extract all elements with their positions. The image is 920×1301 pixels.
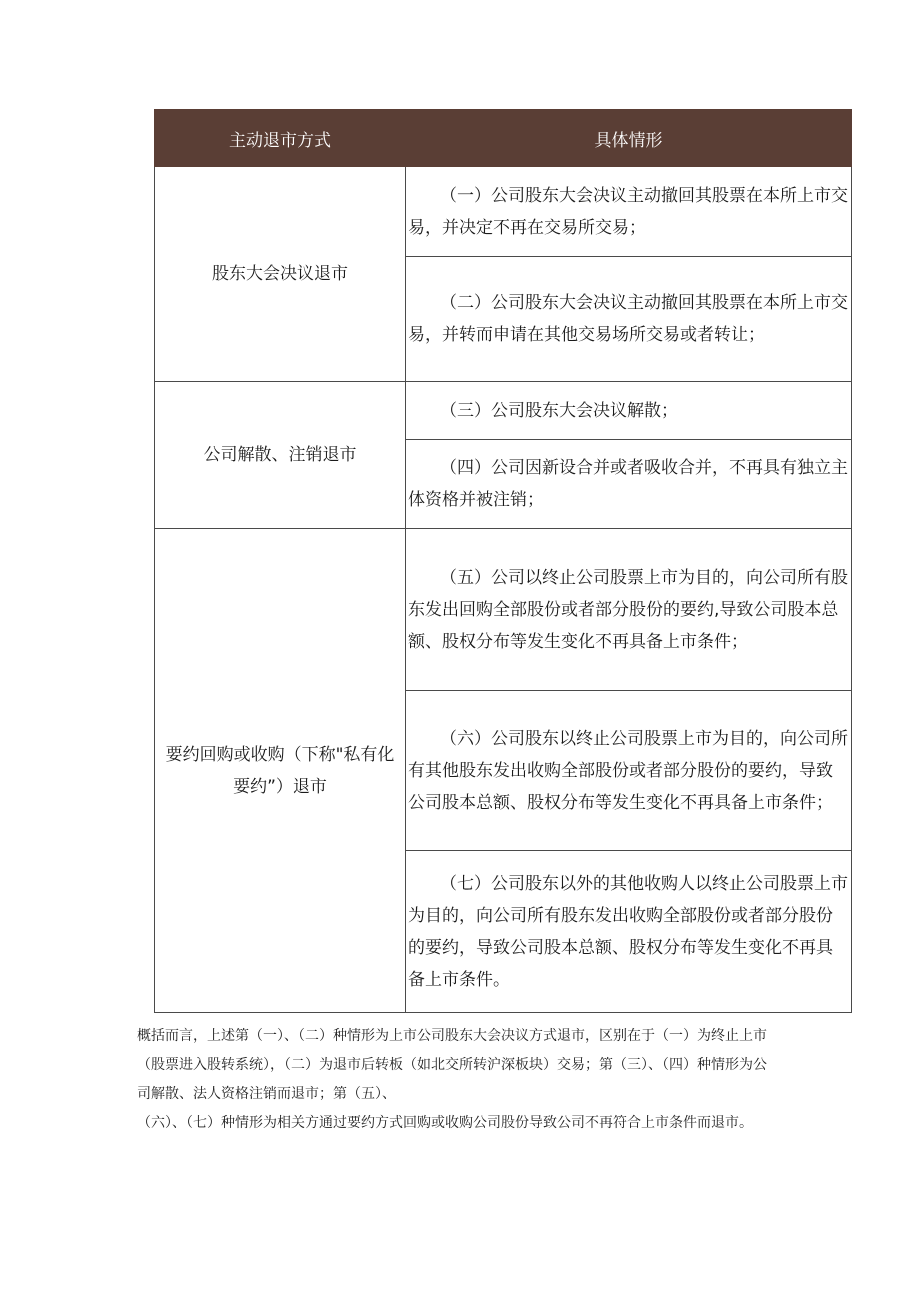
summary-line-1: 概括而言，上述第（一）、（二）种情形为上市公司股东大会决议方式退市，区别在于（一）为终止上市 <box>137 1028 767 1044</box>
header-detail: 具体情形 <box>406 110 852 167</box>
detail-cell-5 <box>406 529 852 691</box>
table-row <box>155 382 852 440</box>
summary-line-4: （六）、（七）种情形为相关方通过要约方式回购或收购公司股份导致公司不再符合上市条件而退市。 <box>137 1115 753 1131</box>
method-cell-tender-offer: 要约回购或收购（下称"私有化要约”）退市 <box>155 529 406 1013</box>
detail-cell-2 <box>406 257 852 382</box>
detail-cell-3 <box>406 382 852 440</box>
table-header-row <box>155 110 852 167</box>
detail-text-6: （六）公司股东以终止公司股票上市为目的，向公司所有其他股东发出收购全部股份或者部分股份的要约，导致公司股本总额、股权分布等发生变化不再具备上市条件； <box>408 728 848 813</box>
method-cell-dissolution: 公司解散、注销退市 <box>155 382 406 529</box>
table-row <box>155 529 852 691</box>
method-cell-shareholder-resolution: 股东大会决议退市 <box>155 167 406 382</box>
summary-paragraph <box>137 1022 867 1138</box>
delisting-methods-table <box>154 109 852 1013</box>
summary-line-2: （股票进入股转系统），（二）为退市后转板（如北交所转沪深板块）交易；第（三）、（四）种情形为公 <box>137 1057 767 1073</box>
summary-line-3: 司解散、法人资格注销而退市；第（五）、 <box>137 1086 396 1102</box>
detail-text-7: （七）公司股东以外的其他收购人以终止公司股票上市为目的，向公司所有股东发出收购全部股份或者部分股份的要约，导致公司股本总额、股权分布等发生变化不再具备上市条件。 <box>408 873 848 990</box>
detail-text-4: （四）公司因新设合并或者吸收合并，不再具有独立主体资格并被注销； <box>408 458 848 510</box>
table-row <box>155 167 852 257</box>
detail-cell-6 <box>406 691 852 851</box>
header-method: 主动退市方式 <box>155 110 406 167</box>
detail-cell-4 <box>406 440 852 529</box>
detail-text-3: （三）公司股东大会决议解散； <box>440 400 678 421</box>
detail-text-5: （五）公司以终止公司股票上市为目的，向公司所有股东发出回购全部股份或者部分股份的要约,导致公司股本总额、股权分布等发生变化不再具备上市条件； <box>408 567 848 652</box>
detail-cell-7 <box>406 851 852 1013</box>
detail-text-2: （二）公司股东大会决议主动撤回其股票在本所上市交易，并转而申请在其他交易场所交易或者转让； <box>408 293 848 345</box>
detail-text-1: （一）公司股东大会决议主动撤回其股票在本所上市交易，并决定不再在交易所交易； <box>408 185 848 238</box>
detail-cell-1 <box>406 167 852 257</box>
